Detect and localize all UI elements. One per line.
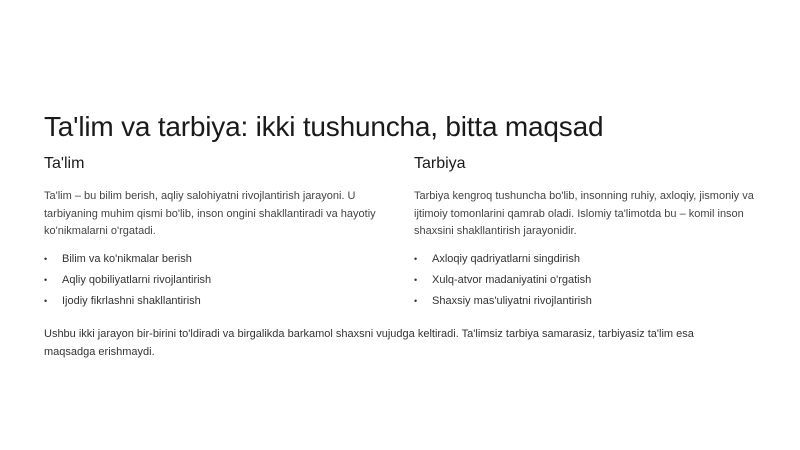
bullet-text: Ijodiy fikrlashni shakllantirish: [62, 294, 201, 307]
tarbiya-column: [414, 154, 759, 312]
slide-title: Ta'lim va tarbiya: ikki tushuncha, bitta maqsad: [44, 110, 604, 142]
talim-description: Ta'lim – bu bilim berish, aqliy salohiyatni rivojlantirish jarayoni. U tarbiyaning muhim qismi bo'lib, inson ongini shakllantiradi va hayotiy ko'nikmalarni o'rgatadi.: [44, 190, 376, 237]
bullet-icon: •: [414, 274, 418, 285]
list-item: [414, 291, 759, 312]
tarbiya-description: Tarbiya kengroq tushuncha bo'lib, insonning ruhiy, axloqiy, jismoniy va ijtimoiy tomonlarini qamrab oladi. Islomiy ta'limotda bu – komil inson shaxsini shakllantirish jarayonidir.: [414, 190, 754, 237]
talim-column: [44, 154, 389, 312]
list-item: [44, 249, 389, 270]
bullet-text: Bilim va ko'nikmalar berish: [62, 252, 192, 265]
bullet-icon: •: [44, 295, 48, 306]
tarbiya-heading: Tarbiya: [414, 155, 466, 172]
bullet-text: Xulq-atvor madaniyatini o'rgatish: [432, 273, 592, 286]
bullet-text: Aqliy qobiliyatlarni rivojlantirish: [62, 273, 212, 286]
bullet-text: Shaxsiy mas'uliyatni rivojlantirish: [432, 294, 592, 307]
bullet-text: Axloqiy qadriyatlarni singdirish: [432, 252, 580, 265]
slide: [44, 0, 760, 450]
list-item: [414, 249, 759, 270]
bullet-icon: •: [414, 253, 418, 264]
list-item: [44, 270, 389, 291]
list-item: [414, 270, 759, 291]
list-item: [44, 291, 389, 312]
talim-heading: Ta'lim: [44, 155, 85, 172]
bullet-icon: •: [44, 253, 48, 264]
tarbiya-bullet-list: [414, 249, 759, 312]
talim-bullet-list: [44, 249, 389, 312]
bullet-icon: •: [44, 274, 48, 285]
summary-paragraph: Ushbu ikki jarayon bir-birini to'ldiradi va birgalikda barkamol shaxsni vujudga keltiradi. Ta'limsiz tarbiya samarasiz, tarbiyasiz ta'lim esa maqsadga erishmaydi.: [44, 328, 694, 358]
bullet-icon: •: [414, 295, 418, 306]
